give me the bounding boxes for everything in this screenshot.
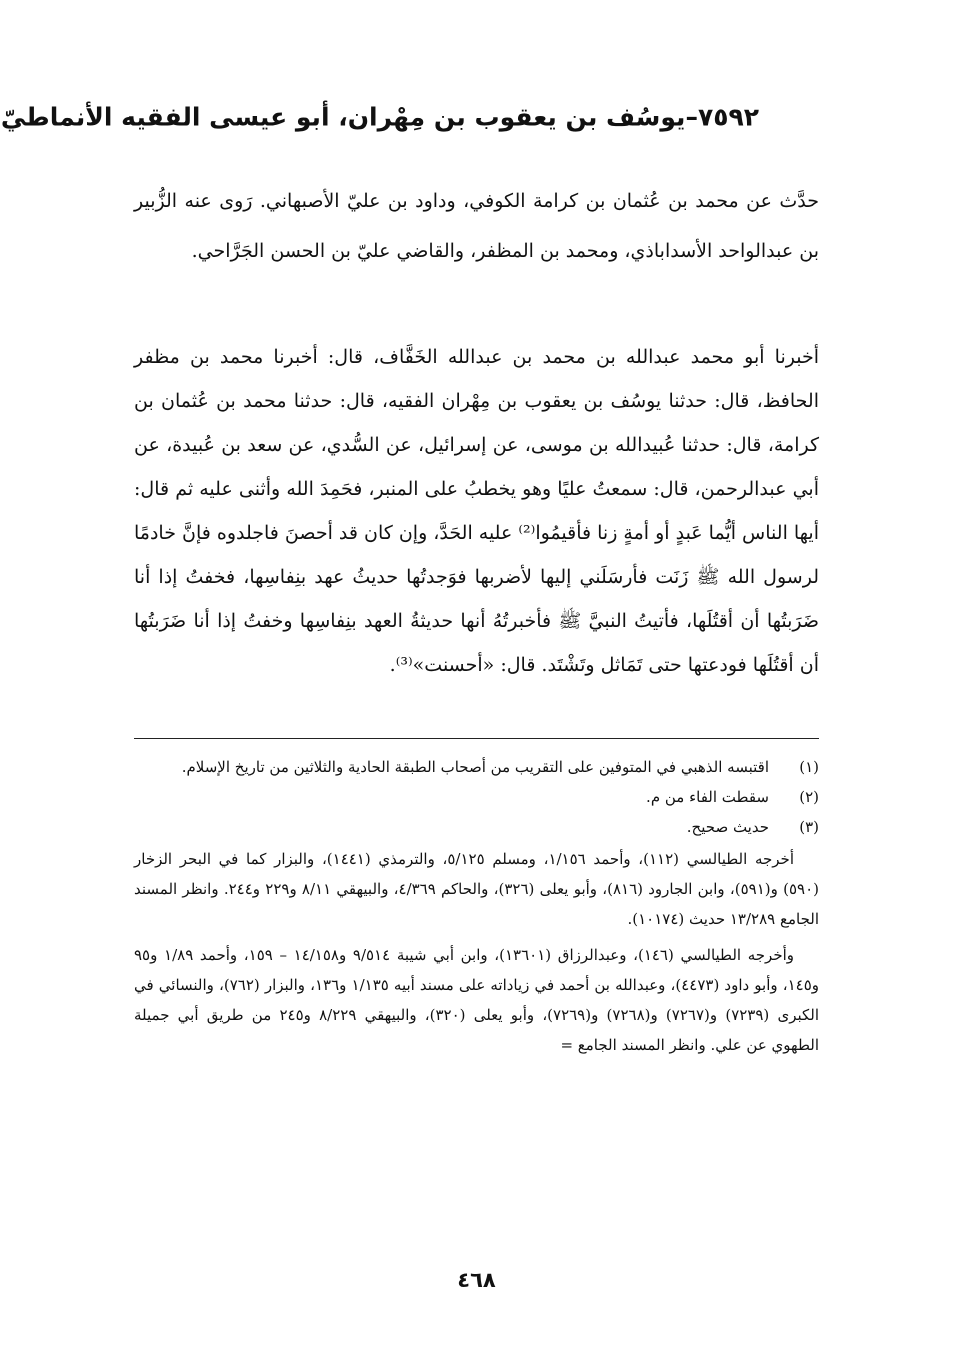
biography-text: حدَّث عن محمد بن عُثمان بن كرامة الكوفي، وداود بن عليّ الأصبهاني. رَوى عنه الزُّبير بن عبدالواحد الأسداباذي، ومحمد بن المظفر، والقاضي عليّ بن الحسن الجَرَّاحي. xyxy=(135,190,820,262)
entry-heading-text: ٧٥٩٢–يوسُف بن يعقوب بن مِهْران، أبو عيسى الفقيه الأنماطيّ xyxy=(1,102,760,132)
hadith-text: أخبرنا أبو محمد عبدالله بن محمد بن عبدالله الخَفَّاف، قال: أخبرنا محمد بن مظفر الحافظ، قال: حدثنا يوسُف بن يعقوب بن مِهْران الفقيه، قال: حدثنا محمد بن عُثمان بن كرامة، قال: حدثنا عُبيدالله بن موسى، عن إسرائيل، عن السُّدي، عن سعد بن عُبيدة، عن أبي عبدالرحمن، قال: سمعتُ عليًا وهو يخطبُ على المنبر، فحَمِدَ الله وأثنى عليه ثم قال: أيها الناس أيُّما عَبدٍ أو أمةٍ زنا فأقيمُوا⁽²⁾ عليه الحَدَّ، وإن كان قد أحصنَ فاجلدوه فإنَّ خادمًا لرسول الله ﷺ زَنَت فأرسَلَني إليها لأضربها فوَجدتُها حديثُ عهد بنِفاسِها، فخفتُ إذا أنا ضَرَبتُها أن أقتُلَها، فأتيتُ النبيَّ ﷺ فأخبرتُهُ أنها حديثةُ العهد بنِفاسِها وخفتُ إذا أنا ضَرَبتُها أن أقتُلَها فودعتها حتى تَمَاثل وتَشْتَد. قال: «أحسنت»⁽³⁾. xyxy=(135,346,820,676)
footnote-item xyxy=(135,812,820,842)
footnotes-section xyxy=(135,752,820,1060)
footnote-item xyxy=(135,782,820,812)
page-number: ٤٦٨ xyxy=(458,1268,497,1292)
footnote-number: (١) xyxy=(800,758,820,776)
footnote-text: حديث صحيح. xyxy=(687,818,770,836)
footnote-text: اقتبسه الذهبي في المتوفين على التقريب من أصحاب الطبقة الحادية والثلاثين من تاريخ الإسلام. xyxy=(182,758,770,776)
footnote-number: (٢) xyxy=(800,788,820,806)
entry-heading xyxy=(1,92,760,137)
footnote-takhrij-1: أخرجه الطيالسي (١١٢)، وأحمد ١/١٥٦، ومسلم ٥/١٢٥، والترمذي (١٤٤١)، والبزار كما في البحر الزخار (٥٩٠) و(٥٩١)، وابن الجارود (٨١٦)، وأبو يعلى (٣٢٦)، والحاكم ٤/٣٦٩، والبيهقي ٨/١١ و٢٢٩ و٢٤٤. وانظر المسند الجامع ١٣/٢٨٩ حديث (١٠١٧٤). xyxy=(135,850,820,928)
footnote-number: (٣) xyxy=(800,818,820,836)
footnote-divider xyxy=(135,738,820,739)
biography-paragraph xyxy=(135,176,820,276)
footnote-text: سقطت الفاء من م. xyxy=(647,788,770,806)
footnote-item xyxy=(135,752,820,782)
hadith-paragraph xyxy=(135,335,820,687)
footnote-takhrij-2: وأخرجه الطيالسي (١٤٦)، وعبدالرزاق (١٣٦٠١)، وابن أبي شيبة ٩/٥١٤ و١٤/١٥٨ – ١٥٩، وأحمد ١/٨٩ و٩٥ و١٤٥، وأبو داود (٤٤٧٣)، وعبدالله بن أحمد في زياداته على مسند أبيه ١/١٣٥ و١٣٦، والبزار (٧٦٢)، والنسائي في الكبرى (٧٢٣٩) و(٧٢٦٧) و(٧٢٦٨) و(٧٢٦٩)، وأبو يعلى (٣٢٠)، والبيهقي ٨/٢٢٩ و٢٤٥ من طريق أبي جميلة الطهوي عن علي. وانظر المسند الجامع = xyxy=(135,946,821,1054)
